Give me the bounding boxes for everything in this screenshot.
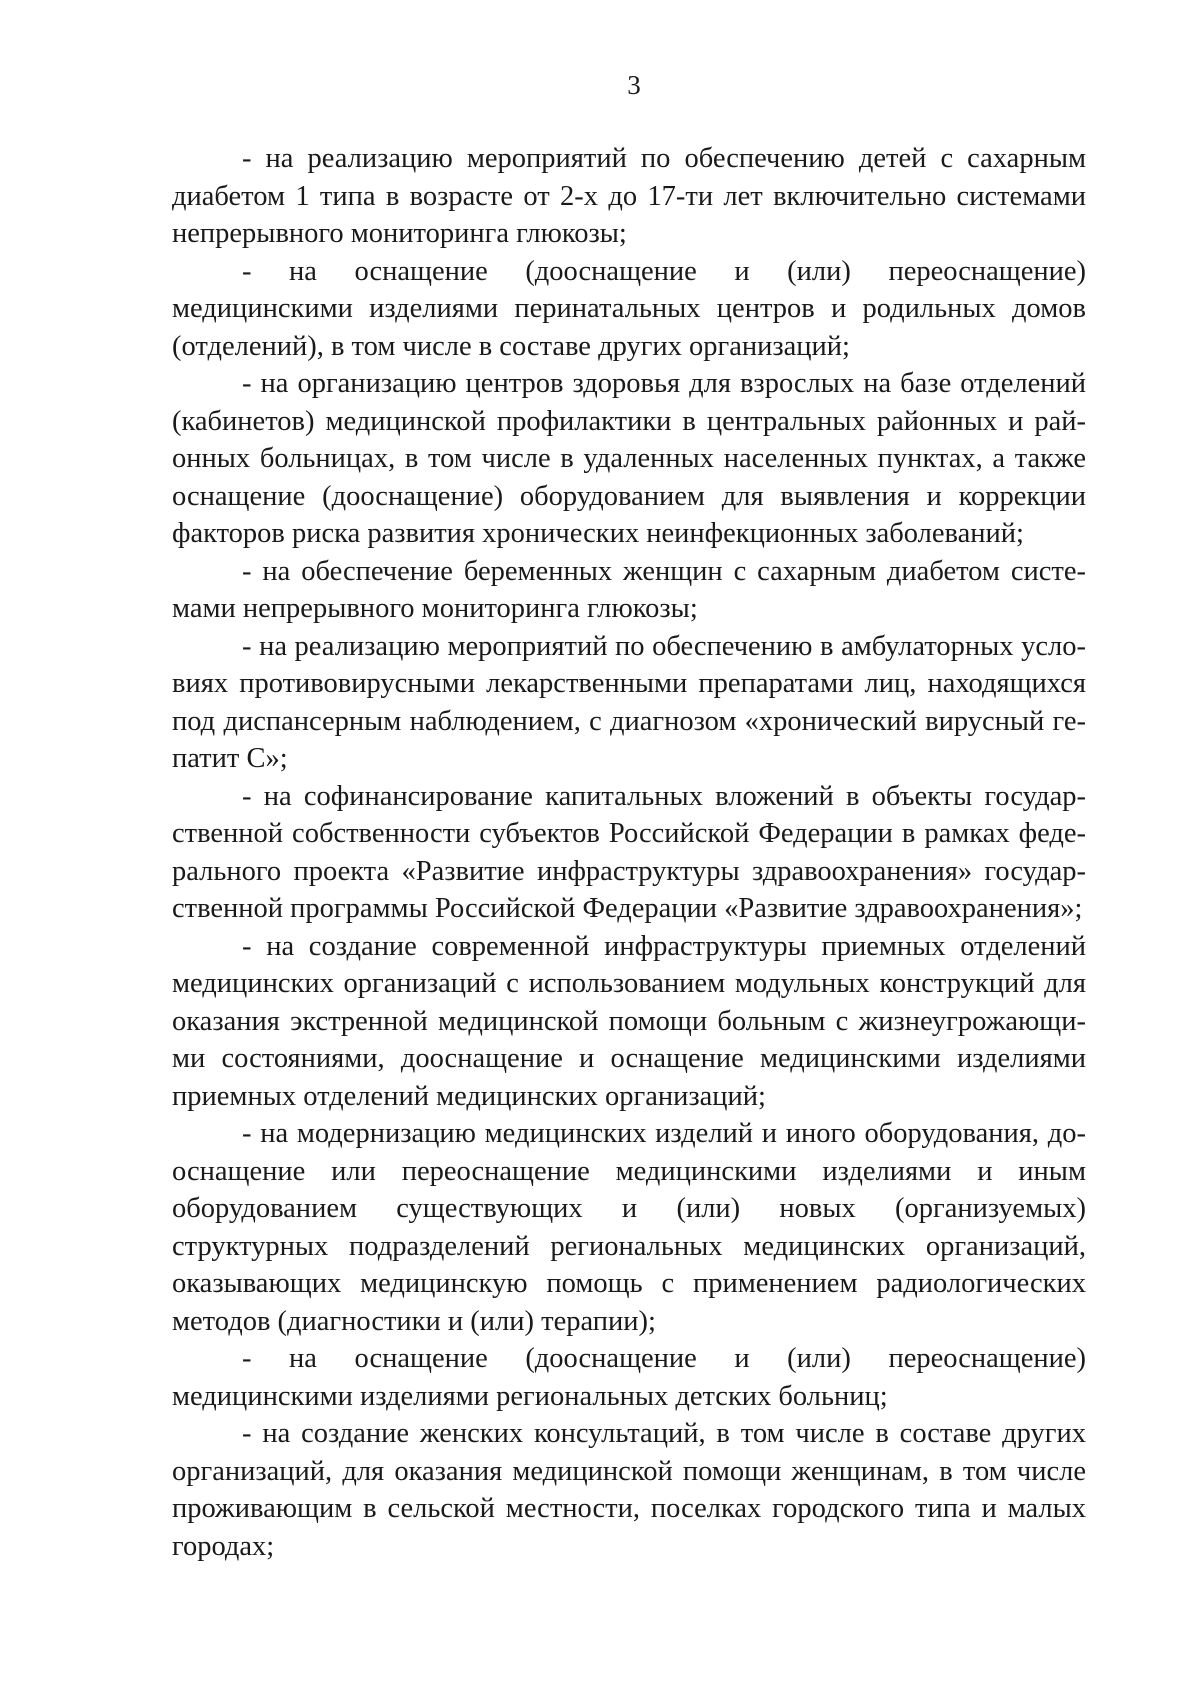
list-item: - на оснащение (дооснащение и (или) переоснащение) медицинскими изделиями региональных детских больниц; bbox=[172, 1343, 1086, 1412]
list-item: - на организацию центров здоровья для взрослых на базе отделений (кабинетов) медицинской профилактики в центральных районных и районных больницах, в том числе в удаленных населенных пунктах, а также оснащение (дооснащение) оборудованием для выявления и коррекции факторов риска развития хронических неинфекционных заболеваний; bbox=[172, 368, 1086, 549]
list-item: - на реализацию мероприятий по обеспечению в амбулаторных условиях противовирусными лекарственными препаратами лиц, находящихся под диспансерным наблюдением, с диагнозом «хронический вирусный гепатит С»; bbox=[172, 630, 1086, 774]
list-item: - на реализацию мероприятий по обеспечению детей с сахарным диабетом 1 типа в возрасте от 2-х до 17-ти лет включительно системами непрерывного мониторинга глюкозы; bbox=[172, 143, 1086, 249]
list-item: - на создание современной инфраструктуры приемных отделений медицинских организаций с использованием модульных конструкций для оказания экстренной медицинской помощи больным с жизнеугрожающими состояниями, дооснащение и оснащение медицинскими изделиями приемных отделений медицинских организаций; bbox=[172, 930, 1086, 1112]
list-item: - на софинансирование капитальных вложений в объекты государственной собственности субъектов Российской Федерации в рамках федерального проекта «Развитие инфраструктуры здравоохранения» государственной программы Российской Федерации «Развитие здравоохранения»; bbox=[172, 780, 1086, 924]
list-item: - на оснащение (дооснащение и (или) переоснащение) медицинскими изделиями перинатальных центров и родильных домов (отделений), в том числе в составе других организаций; bbox=[172, 255, 1086, 362]
list-item: - на создание женских консультаций, в том числе в составе других организаций, для оказания медицинской помощи женщинам, в том числе проживающим в сельской местности, поселках городского типа и малых городах; bbox=[172, 1418, 1086, 1562]
page-number: 3 bbox=[627, 70, 641, 100]
list-item: - на модернизацию медицинских изделий и иного оборудования, дооснащение или переоснащение медицинскими изделиями и иным оборудованием существующих и (или) новых (организуемых) структурных подразделений региональных медицинских организаций, оказывающих медицинскую помощь с применением радиологических методов (диагностики и (или) терапии); bbox=[172, 1118, 1086, 1337]
list-item: - на обеспечение беременных женщин с сахарным диабетом системами непрерывного мониторинга глюкозы; bbox=[172, 555, 1086, 624]
document-body bbox=[172, 140, 1086, 1565]
